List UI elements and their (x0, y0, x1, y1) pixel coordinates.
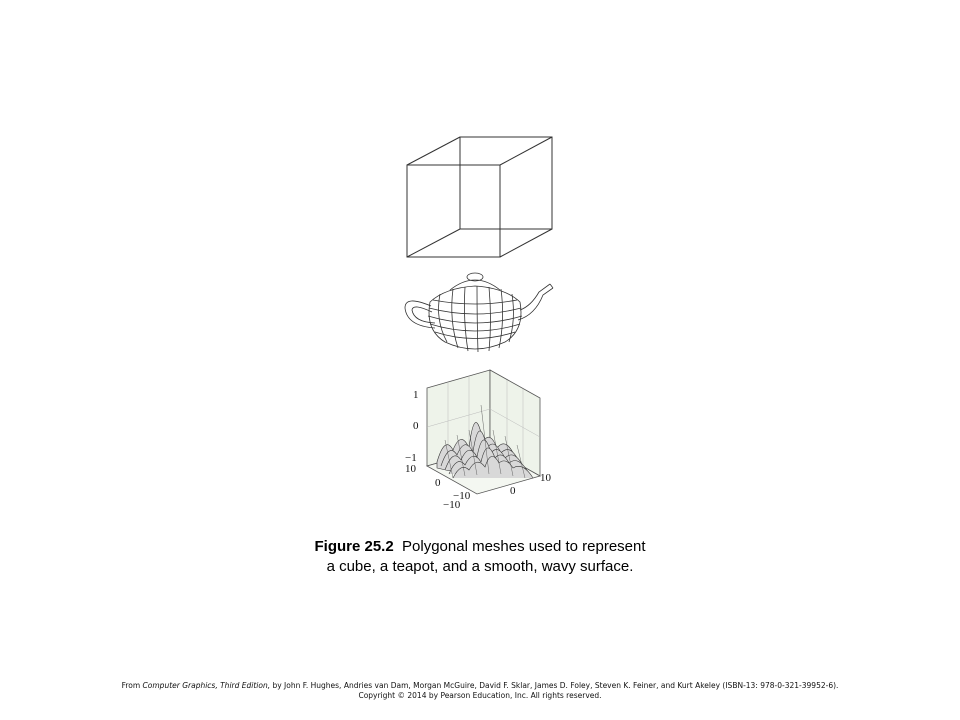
cube-wireframe (407, 137, 552, 257)
x-tick-label: 0 (510, 485, 516, 497)
credit-line-1 (0, 681, 960, 691)
z-tick-label: 0 (413, 420, 419, 432)
caption-line-1 (250, 537, 710, 557)
figure-number: Figure 25.2 (314, 538, 394, 555)
y-tick-label: 0 (435, 477, 441, 489)
x-tick-label: −10 (443, 499, 461, 511)
z-tick-label: −1 (405, 452, 417, 464)
figure-illustration (395, 130, 565, 515)
copyright-credit (0, 681, 960, 701)
credit-line-2: Copyright © 2014 by Pearson Education, Inc. All rights reserved. (358, 691, 602, 700)
y-tick-label: −10 (453, 490, 471, 502)
z-tick-label: 1 (413, 389, 419, 401)
credit-prefix: From (121, 681, 143, 690)
wavy-surface-plot (405, 370, 552, 511)
caption-line-2: a cube, a teapot, and a smooth, wavy surface. (326, 558, 634, 575)
y-tick-label: 10 (405, 463, 416, 475)
x-tick-label: 10 (540, 472, 551, 484)
caption-text-1: Polygonal meshes used to represent (402, 538, 646, 555)
book-title: Computer Graphics, Third Edition, (142, 681, 271, 690)
figure-caption (250, 537, 710, 577)
credit-authors: by John F. Hughes, Andries van Dam, Morgan McGuire, David F. Sklar, James D. Foley, Steven K. Feiner, and Kurt Akeley (ISBN-13: 978-0-321-39952-6). (270, 681, 839, 690)
teapot-wireframe (405, 273, 553, 352)
